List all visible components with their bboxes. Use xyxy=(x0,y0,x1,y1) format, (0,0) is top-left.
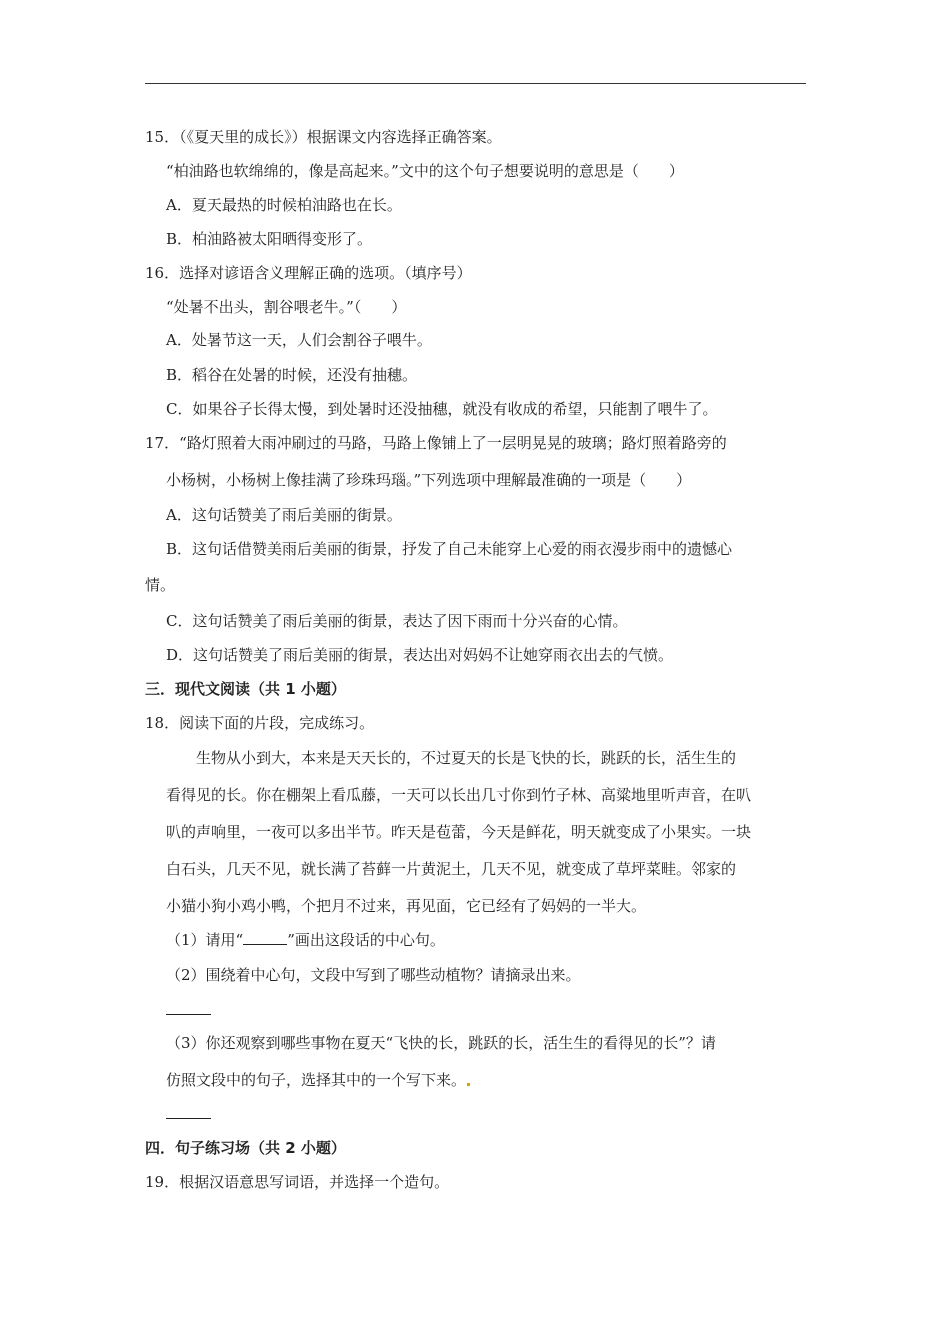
q18-passage-line: 看得见的长。你在棚架上看瓜藤，一天可以长出几寸你到竹子林、高粱地里听声音，在叭 xyxy=(166,786,752,804)
q15-option-a[interactable]: A．夏天最热的时候柏油路也在长。 xyxy=(166,196,402,214)
q17-stem-line1: 17．“路灯照着大雨冲刷过的马路，马路上像铺上了一层明晃晃的玻璃；路灯照着路旁的 xyxy=(145,434,727,452)
q16-option-b[interactable]: B．稻谷在处暑的时候，还没有抽穗。 xyxy=(166,366,418,384)
q18-sub1-suffix: ”画出这段话的中心句。 xyxy=(287,931,445,949)
header-rule xyxy=(145,83,806,84)
section-3-title: 三．现代文阅读（共 1 小题） xyxy=(145,680,346,698)
q17-stem-line2: 小杨树，小杨树上像挂满了珍珠玛瑙。”下列选项中理解最准确的一项是（ ） xyxy=(166,471,692,489)
q18-passage-line: 生物从小到大，本来是天天长的，不过夏天的长是飞快的长，跳跃的长，活生生的 xyxy=(166,749,737,767)
q18-passage-line: 白石头，几天不见，就长满了苔藓一片黄泥土，几天不见，就变成了草坪菜畦。邻家的 xyxy=(166,860,737,878)
q18-sub2: （2）围绕着中心句，文段中写到了哪些动植物？请摘录出来。 xyxy=(166,966,581,984)
q16-stem: 16．选择对谚语含义理解正确的选项。（填序号） xyxy=(145,264,472,282)
q15-quote: “柏油路也软绵绵的，像是高起来。”文中的这个句子想要说明的意思是（ ） xyxy=(166,162,684,180)
q15-option-b[interactable]: B．柏油路被太阳晒得变形了。 xyxy=(166,230,373,248)
q18-sub3-line2: 仿照文段中的句子，选择其中的一个写下来。 xyxy=(166,1071,467,1089)
q18-passage-line: 小猫小狗小鸡小鸭，个把月不过来，再见面，它已经有了妈妈的一半大。 xyxy=(166,897,647,915)
q17-option-d[interactable]: D．这句话赞美了雨后美丽的街景，表达出对妈妈不让她穿雨衣出去的气愤。 xyxy=(166,646,674,664)
q17-option-c[interactable]: C．这句话赞美了雨后美丽的街景，表达了因下雨而十分兴奋的心情。 xyxy=(166,612,628,630)
q18-passage-line: 叭的声响里，一夜可以多出半节。昨天是苞蕾，今天是鲜花，明天就变成了小果实。一块 xyxy=(166,823,752,841)
q18-sub1 xyxy=(166,930,445,950)
q16-quote: “处暑不出头，割谷喂老牛。”（ ） xyxy=(166,298,407,316)
q18-sub3-answer-line[interactable] xyxy=(166,1118,211,1119)
q17-option-b-line1[interactable]: B．这句话借赞美雨后美丽的街景，抒发了自己未能穿上心爱的雨衣漫步雨中的遗憾心 xyxy=(166,540,733,558)
marker-dot xyxy=(467,1083,470,1086)
q16-option-c[interactable]: C．如果谷子长得太慢，到处暑时还没抽穗，就没有收成的希望，只能割了喂牛了。 xyxy=(166,400,718,418)
q17-option-a[interactable]: A．这句话赞美了雨后美丽的街景。 xyxy=(166,506,402,524)
q17-option-b-line2: 情。 xyxy=(145,576,176,594)
q19-stem: 19．根据汉语意思写词语，并选择一个造句。 xyxy=(145,1173,450,1191)
q18-sub3-line1: （3）你还观察到哪些事物在夏天“飞快的长，跳跃的长，活生生的看得见的长”？请 xyxy=(166,1034,716,1052)
underline-blank xyxy=(243,930,287,945)
q15-stem: 15．（《夏天里的成长》）根据课文内容选择正确答案。 xyxy=(145,128,502,146)
q18-sub2-answer-line[interactable] xyxy=(166,1014,211,1015)
q16-option-a[interactable]: A．处暑节这一天，人们会割谷子喂牛。 xyxy=(166,331,432,349)
q18-stem: 18．阅读下面的片段，完成练习。 xyxy=(145,714,375,732)
section-4-title: 四．句子练习场（共 2 小题） xyxy=(145,1139,346,1157)
q18-sub1-prefix: （1）请用“ xyxy=(166,931,244,949)
